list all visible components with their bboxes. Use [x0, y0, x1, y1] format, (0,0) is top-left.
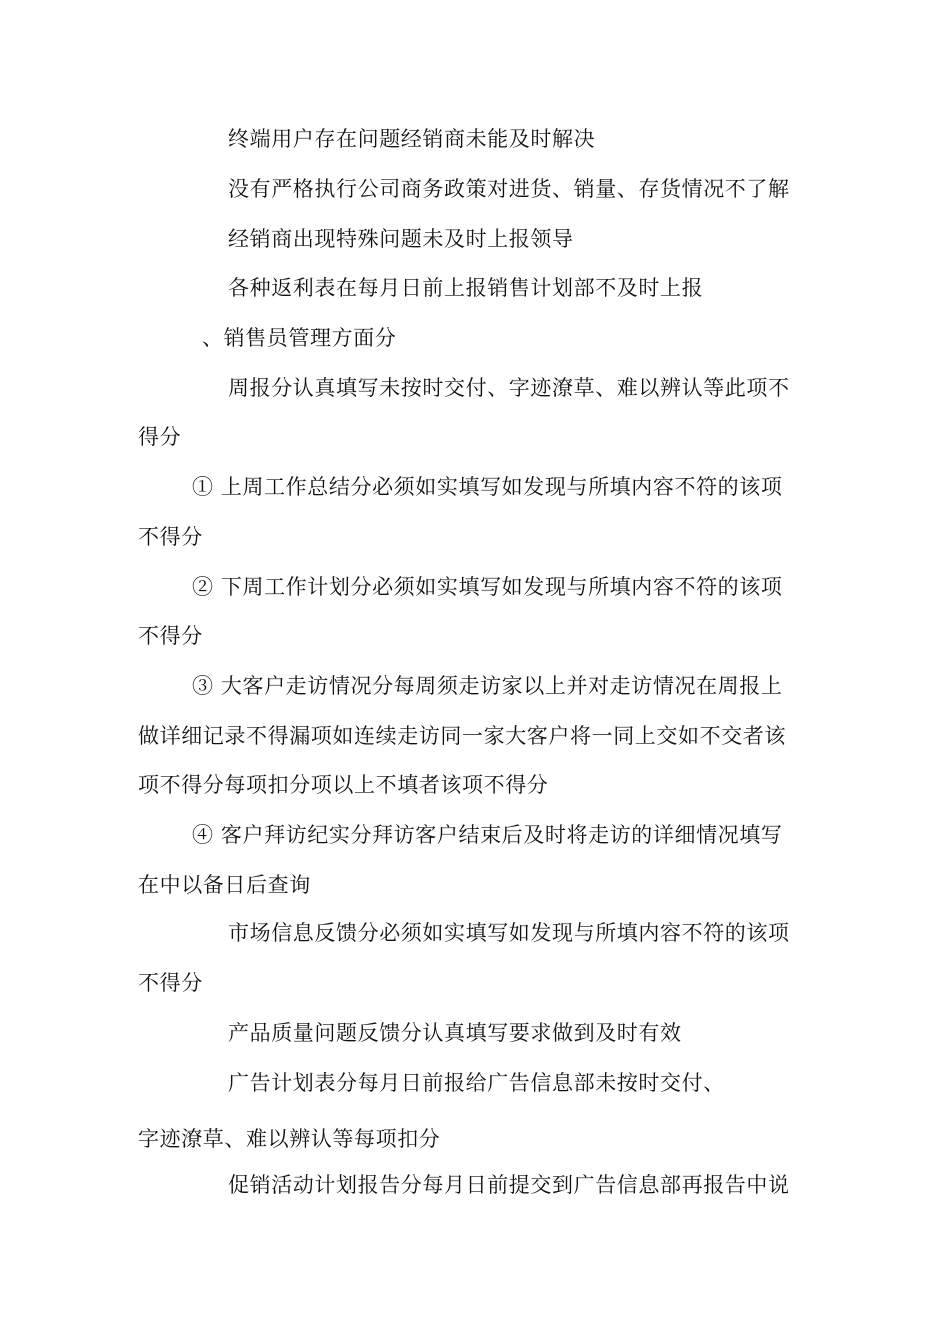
text-line-1: 终端用户存在问题经销商未能及时解决 — [228, 127, 596, 151]
text-line-20: 广告计划表分每月日前报给广告信息部未按时交付、 — [228, 1071, 725, 1095]
text-line-17: 市场信息反馈分必须如实填写如发现与所填内容不符的该项 — [228, 921, 790, 945]
section-heading: 、销售员管理方面分 — [202, 326, 397, 350]
text-line-7: 得分 — [138, 425, 182, 449]
text-line-21: 字迹潦草、难以辨认等每项扣分 — [138, 1127, 441, 1151]
text-line-18: 不得分 — [138, 971, 203, 995]
text-line-14: 项不得分每项扣分项以上不填者该项不得分 — [138, 773, 549, 797]
text-line-15: ④ 客户拜访纪实分拜访客户结束后及时将走访的详细情况填写 — [192, 823, 783, 847]
text-line-3: 经销商出现特殊问题未及时上报领导 — [228, 227, 574, 251]
text-line-8: ① 上周工作总结分必须如实填写如发现与所填内容不符的该项 — [192, 475, 783, 499]
text-line-6: 周报分认真填写未按时交付、字迹潦草、难以辨认等此项不 — [228, 376, 790, 400]
text-line-4: 各种返利表在每月日前上报销售计划部不及时上报 — [228, 276, 704, 300]
text-line-13: 做详细记录不得漏项如连续走访同一家大客户将一同上交如不交者该 — [138, 724, 786, 748]
text-line-2: 没有严格执行公司商务政策对进货、销量、存货情况不了解 — [228, 177, 790, 201]
text-line-22: 促销活动计划报告分每月日前提交到广告信息部再报告中说 — [228, 1173, 790, 1197]
text-line-12: ③ 大客户走访情况分每周须走访家以上并对走访情况在周报上 — [192, 674, 783, 698]
text-line-16: 在中以备日后查询 — [138, 873, 311, 897]
text-line-19: 产品质量问题反馈分认真填写要求做到及时有效 — [228, 1021, 682, 1045]
text-line-10: ② 下周工作计划分必须如实填写如发现与所填内容不符的该项 — [192, 575, 783, 599]
text-line-11: 不得分 — [138, 624, 203, 648]
text-line-9: 不得分 — [138, 525, 203, 549]
